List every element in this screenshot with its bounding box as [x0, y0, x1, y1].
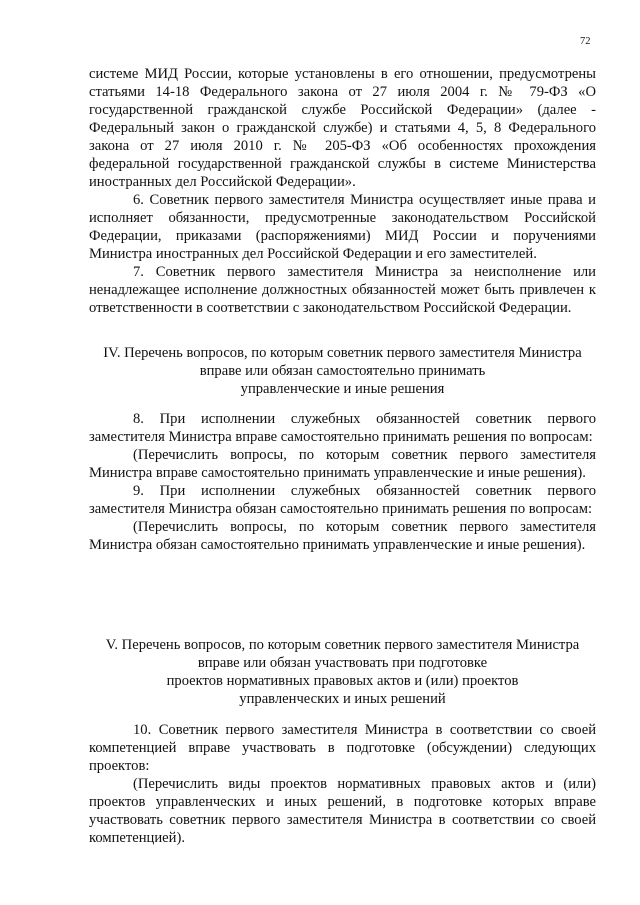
section-5-heading-line: вправе или обязан участвовать при подготовке	[197, 655, 488, 671]
paragraph-item-9: 9. При исполнении служебных обязанностей советник первого заместителя Министра обязан самостоятельно принимать решения по вопросам:	[89, 483, 596, 517]
section-4-heading-line: IV. Перечень вопросов, по которым советник первого заместителя Министра	[103, 345, 582, 361]
section-5-heading-line: управленческих и иных решений	[239, 691, 446, 707]
top-text-block	[89, 65, 596, 317]
section-5-body	[89, 721, 596, 847]
paragraph-item-10: 10. Советник первого заместителя Министра в соответствии со своей компетенцией вправе участвовать в подготовке (обсуждении) следующих проектов:	[89, 722, 596, 774]
paragraph-item-7: 7. Советник первого заместителя Министра за неисполнение или ненадлежащее исполнение должностных обязанностей может быть привлечен к ответственности в соответствии с законодательством Российской Федерации.	[89, 264, 596, 316]
section-4-heading-line: вправе или обязан самостоятельно принимать	[199, 363, 486, 379]
section-5-heading-line: V. Перечень вопросов, по которым советник первого заместителя Министра	[105, 637, 580, 653]
section-5-heading	[80, 636, 605, 708]
section-4-body	[89, 410, 596, 554]
paragraph-continuation: системе МИД России, которые установлены в его отношении, предусмотрены статьями 14-18 Федерального закона от 27 июля 2004 г. № 79-ФЗ «О государственной гражданской службе Российской Федерации» (далее - Федеральный закон о гражданской службе) и статьями 4, 5, 8 Федерального закона от 27 июля 2010 г. № 205-ФЗ «Об особенностях прохождения федеральной государственной гражданской службы в системе Министерства иностранных дел Российской Федерации».	[89, 66, 596, 190]
section-4-heading	[80, 344, 605, 398]
paragraph-item-9-note: (Перечислить вопросы, по которым советник первого заместителя Министра обязан самостоятельно принимать управленческие и иные решения).	[89, 519, 596, 553]
paragraph-item-8: 8. При исполнении служебных обязанностей советник первого заместителя Министра вправе самостоятельно принимать решения по вопросам:	[89, 411, 596, 445]
section-5-heading-line: проектов нормативных правовых актов и (или) проектов	[166, 673, 519, 689]
paragraph-item-10-note: (Перечислить виды проектов нормативных правовых актов и (или) проектов управленческих и иных решений, в подготовке которых вправе участвовать советник первого заместителя Министра в соответствии со своей компетенцией).	[89, 776, 596, 846]
paragraph-item-6: 6. Советник первого заместителя Министра осуществляет иные права и исполняет обязанности, предусмотренные законодательством Российской Федерации, приказами (распоряжениями) МИД России и поручениями Министра иностранных дел Российской Федерации и его заместителей.	[89, 192, 596, 262]
paragraph-item-8-note: (Перечислить вопросы, по которым советник первого заместителя Министра вправе самостоятельно принимать управленческие и иные решения).	[89, 447, 596, 481]
page-number: 72	[580, 36, 591, 47]
section-4-heading-line: управленческие и иные решения	[240, 381, 445, 397]
